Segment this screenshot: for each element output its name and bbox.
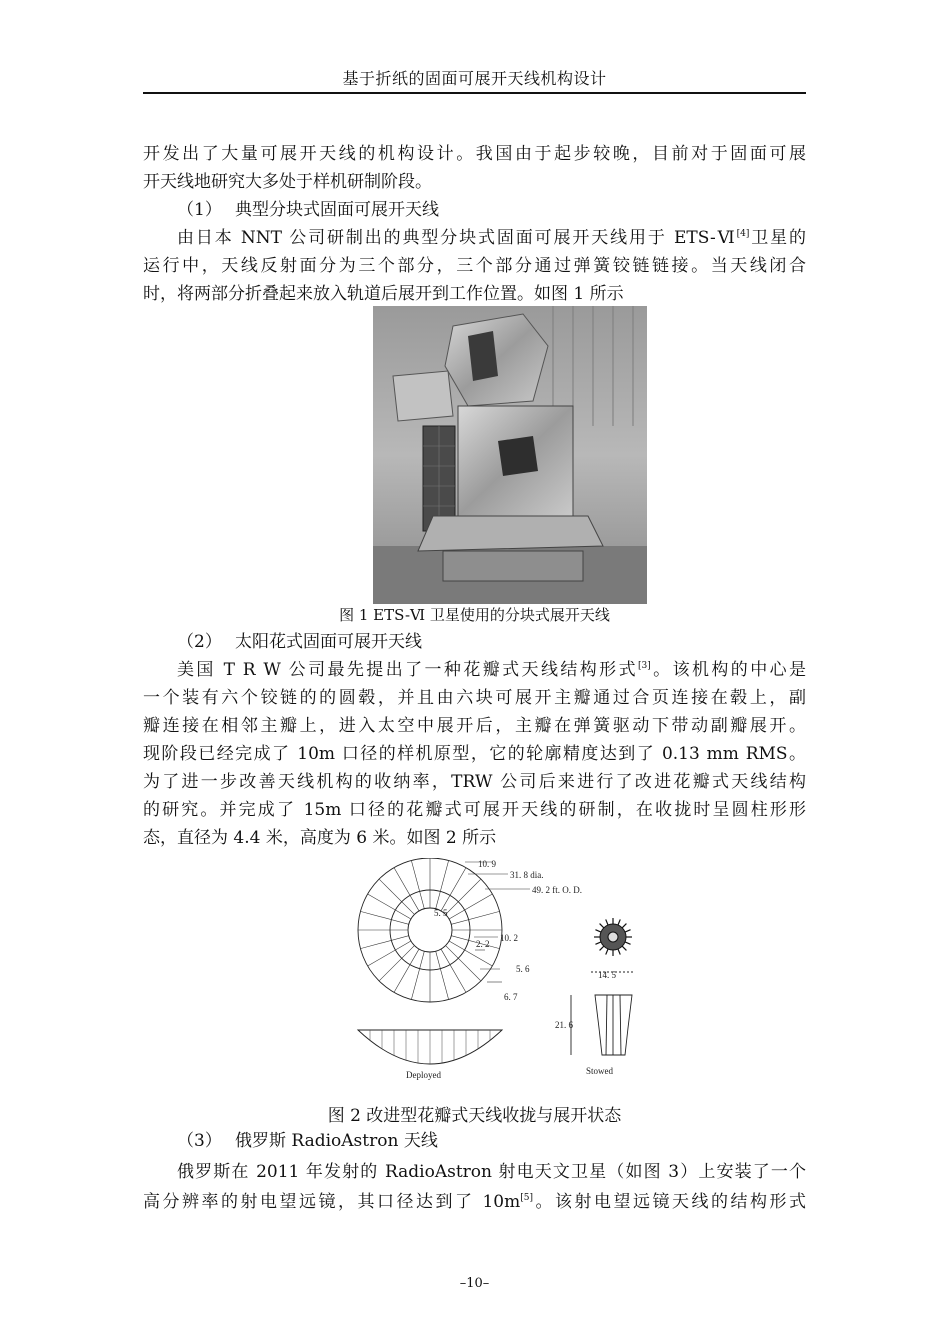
p3-line-2 (143, 1187, 806, 1217)
p2-line-2: 一个装有六个铰链的的圆毂，并且由六块可展开主瓣通过合页连接在毂上，副 (143, 688, 806, 708)
stowed-petal-tip (595, 930, 601, 932)
section-3-paragraph (143, 1157, 806, 1217)
stowed-petal-tip (622, 924, 626, 928)
p1-line-1-tail: 卫星的 (749, 228, 806, 248)
header-rule (143, 92, 806, 94)
section-2 (143, 628, 806, 852)
label-5-5: 5. 5 (434, 908, 448, 918)
p3-line-2-text: 高分辨率的射电望远镜，其口径达到了 10m (143, 1192, 521, 1212)
p1-line-1-text: 由日本 NNT 公司研制出的典型分块式固面可展开天线用于 ETS-Ⅵ (177, 228, 737, 248)
p1-line-1 (143, 224, 806, 252)
p2-line-6: 的研究。并完成了 15m 口径的花瓣式可展开天线的研制，在收拢时呈圆柱形形 (143, 800, 806, 820)
label-2-2: 2. 2 (476, 939, 490, 949)
heading-1 (143, 196, 806, 224)
figure-1-satellite-photo (373, 306, 647, 604)
running-header: 基于折纸的固面可展开天线机构设计 (342, 69, 607, 88)
heading-2-number: （2） (177, 632, 222, 652)
deployed-petal-spokes (358, 858, 502, 1002)
p2-line-1-tail: 。该机构的中心是 (650, 660, 807, 680)
label-49-2-od: 49. 2 ft. O. D. (532, 885, 582, 895)
stowed-petal-tip (618, 949, 620, 955)
stowed-petal-tip (600, 924, 604, 928)
intro-line-1: 开发出了大量可展开天线的机构设计。我国由于起步较晚，目前对于固面可展 (143, 144, 806, 164)
p2-line-3: 瓣连接在相邻主瓣上，进入太空中展开后，主瓣在弹簧驱动下带动副瓣展开。 (143, 716, 806, 736)
stowed-petal-tip (618, 919, 620, 925)
deployed-dish-ribs (370, 1030, 490, 1064)
p2-line-1-text: 美国 T R W 公司最先提出了一种花瓣式天线结构形式 (177, 660, 638, 680)
label-21-6: 21. 6 (555, 1020, 573, 1030)
page-number: –10– (459, 1276, 490, 1291)
figure-2-antenna-drawing (350, 858, 650, 1084)
label-31-8-dia: 31. 8 dia. (510, 870, 544, 880)
stowed-top-view (594, 918, 632, 956)
label-10-9: 10. 9 (478, 859, 496, 869)
petal-rib (379, 879, 414, 914)
p2-line-7: 态，直径为 4.4 米，高度为 6 米。如图 2 所示 (143, 828, 497, 848)
p2-line-5: 为了进一步改善天线机构的收纳率，TRW 公司后来进行了改进花瓣式天线结构 (143, 772, 806, 792)
p2-line-1 (143, 656, 806, 684)
label-stowed: Stowed (586, 1066, 613, 1076)
label-14-5: 14. 5 (598, 970, 616, 980)
label-5-6: 5. 6 (516, 964, 530, 974)
petal-rib (379, 946, 414, 981)
stowed-side-view (571, 972, 635, 1055)
p2-line-4: 现阶段已经完成了 10m 口径的样机原型，它的轮廓精度达到了 0.13 mm RMS。 (143, 744, 806, 764)
citation-3: [3] (638, 661, 651, 671)
p3-line-1: 俄罗斯在 2011 年发射的 RadioAstron 射电天文卫星（如图 3）上安装了一个 (177, 1162, 806, 1182)
p1-line-3: 时，将两部分折叠起来放入轨道后展开到工作位置。如图 1 所示 (143, 284, 624, 304)
figure-1-caption: 图 1 ETS-Ⅵ 卫星使用的分块式展开天线 (339, 606, 610, 624)
label-6-7: 6. 7 (504, 992, 518, 1002)
citation-5: [5] (520, 1193, 533, 1203)
citation-4: [4] (736, 229, 750, 239)
section-3-heading-block (143, 1127, 806, 1155)
stowed-petal-tip (625, 942, 631, 944)
petal-rib (446, 879, 481, 914)
section-1 (143, 140, 806, 308)
heading-3-number: （3） (177, 1131, 222, 1151)
label-10-2: 10. 2 (500, 933, 518, 943)
p3-line-2-tail: 。该射电望远镜天线的结构形式 (532, 1192, 807, 1212)
stowed-petal-tip (606, 919, 608, 925)
heading-1-number: （1） (177, 200, 222, 220)
stowed-petal-tip (625, 930, 631, 932)
stowed-petal-tip (606, 949, 608, 955)
heading-3-text: 俄罗斯 RadioAstron 天线 (235, 1131, 438, 1151)
stowed-petal-tip (600, 946, 604, 950)
intro-line-2: 开天线地研究大多处于样机研制阶段。 (143, 172, 432, 192)
stowed-petal-tip (622, 946, 626, 950)
figure-2-caption: 图 2 改进型花瓣式天线收拢与展开状态 (327, 1106, 622, 1126)
heading-2-text: 太阳花式固面可展开天线 (235, 632, 422, 652)
stowed-petal-tip (595, 942, 601, 944)
label-deployed: Deployed (406, 1070, 441, 1080)
heading-3 (143, 1127, 806, 1155)
petal-rib (446, 946, 481, 981)
p1-line-2: 运行中，天线反射面分为三个部分，三个部分通过弹簧铰链链接。当天线闭合 (143, 256, 806, 276)
heading-1-text: 典型分块式固面可展开天线 (235, 200, 439, 220)
heading-2 (143, 628, 806, 656)
